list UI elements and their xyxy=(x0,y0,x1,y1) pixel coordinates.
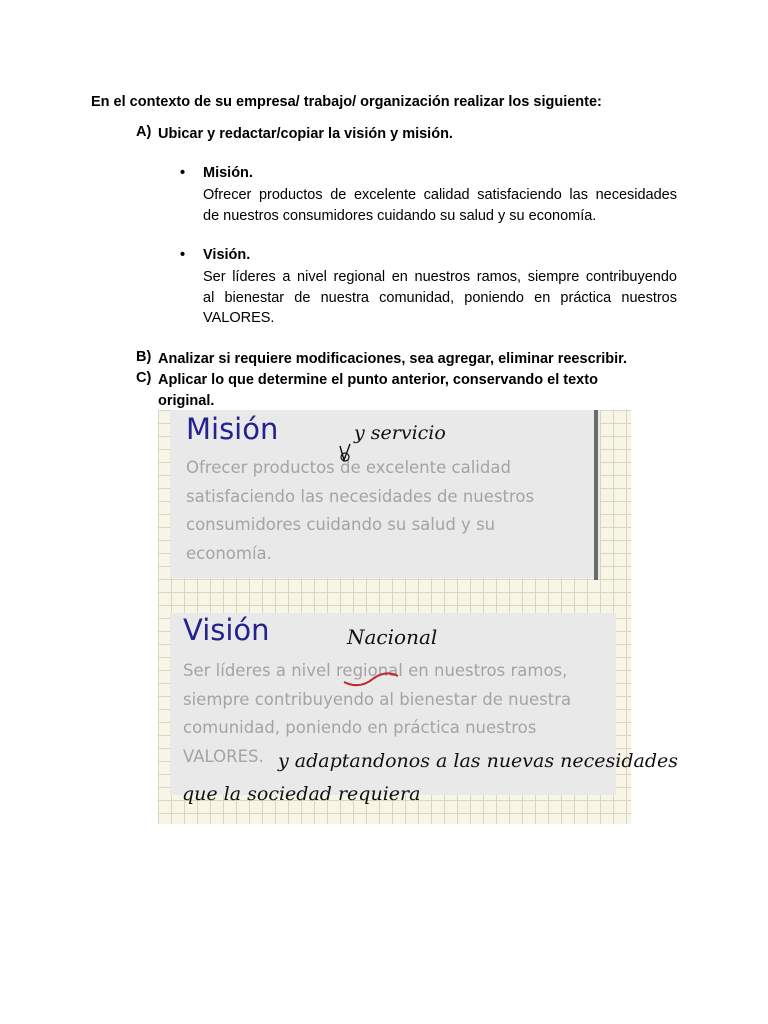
vision-card-line: Ser líderes a nivel regional en nuestros ramos, xyxy=(183,661,568,680)
item-a-label: A) xyxy=(136,124,152,140)
mision-bullet: • xyxy=(180,165,186,181)
mision-card-line: satisfaciendo las necesidades de nuestros xyxy=(186,486,535,506)
insert-caret-mark xyxy=(338,442,352,464)
mision-line-2: de nuestros consumidores cuidando su salud y su economía. xyxy=(203,207,597,224)
vision-card-line: comunidad, poniendo en práctica nuestros xyxy=(183,718,537,737)
handwritten-insert-servicio: y servicio xyxy=(354,422,446,444)
mision-text xyxy=(203,185,677,226)
mision-card-title: Misión xyxy=(186,412,279,446)
annotated-photo xyxy=(158,410,678,824)
mision-title: Misión. xyxy=(203,165,253,181)
vision-line-1: Ser líderes a nivel regional en nuestros ramos, siempre contribuyendo xyxy=(203,269,677,285)
vision-card-line: VALORES. xyxy=(183,746,264,766)
mision-card xyxy=(170,410,600,578)
vision-title: Visión. xyxy=(203,247,251,263)
mision-line-1: Ofrecer productos de excelente calidad satisfaciendo las necesidades xyxy=(203,187,677,203)
handwritten-nacional: Nacional xyxy=(347,625,438,649)
item-c-line-2: original. xyxy=(158,393,215,409)
mision-card-line: economía. xyxy=(186,543,272,563)
vision-bullet: • xyxy=(180,247,186,263)
item-b-label: B) xyxy=(136,349,152,365)
vision-text xyxy=(203,267,677,329)
vision-line-2: al bienestar de nuestra comunidad, poniendo en práctica nuestros xyxy=(203,289,677,306)
mision-card-text xyxy=(186,454,534,568)
instructions-heading: En el contexto de su empresa/ trabajo/ organización realizar los siguiente: xyxy=(91,94,602,110)
handwritten-addition-line-2: que la sociedad requiera xyxy=(182,783,421,805)
mision-card-line: consumidores cuidando su salud y su xyxy=(186,515,496,534)
card-divider-bar xyxy=(594,410,598,580)
strikethrough-mark xyxy=(342,668,402,688)
item-c-text xyxy=(158,370,658,412)
vision-line-3: VALORES. xyxy=(203,310,275,327)
item-b-text: Analizar si requiere modificaciones, sea agregar, eliminar reescribir. xyxy=(158,351,628,367)
item-c-label: C) xyxy=(136,370,152,386)
vision-card-title: Visión xyxy=(183,613,270,647)
mision-card-line: Ofrecer productos de excelente calidad xyxy=(186,458,511,477)
item-a-text: Ubicar y redactar/copiar la visión y misión. xyxy=(158,126,453,142)
handwritten-addition-line-1: y adaptandonos a las nuevas necesidades xyxy=(278,750,678,772)
vision-card-line: siempre contribuyendo al bienestar de nuestra xyxy=(183,689,572,709)
item-c-line-1: Aplicar lo que determine el punto anterior, conservando el texto xyxy=(158,372,598,388)
